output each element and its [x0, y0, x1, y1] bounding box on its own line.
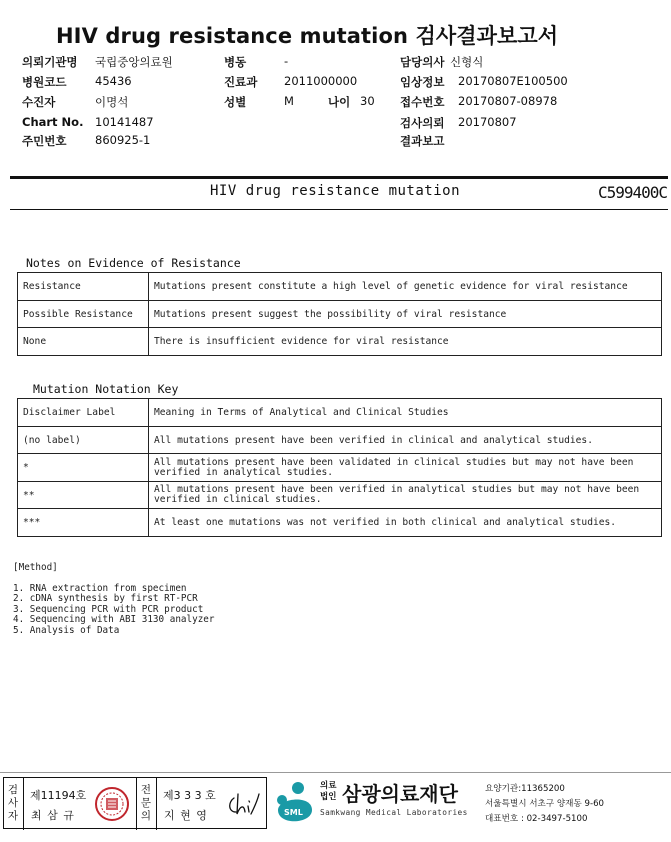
resident-no-label: 주민번호 — [22, 134, 67, 148]
table-row — [18, 509, 662, 537]
method-section — [13, 563, 215, 636]
notation-desc: Meaning in Terms of Analytical and Clinical Studies — [149, 399, 662, 427]
notes-desc: Mutations present constitute a high level of genetic evidence for viral resistance — [149, 273, 662, 301]
notation-label: ** — [18, 482, 149, 509]
clinical-info-value: 20170807E100500 — [458, 74, 568, 88]
sml-logo-text: SML — [284, 808, 303, 817]
hospital-code-value: 45436 — [95, 74, 132, 88]
receipt-no-value: 20170807-08978 — [458, 94, 558, 108]
org-name-en: Samkwang Medical Laboratories — [320, 808, 468, 817]
notation-table — [17, 398, 662, 537]
test-code: C599400C — [598, 183, 668, 202]
resident-no-value: 860925-1 — [95, 133, 151, 147]
sex-label: 성별 — [224, 95, 247, 109]
footer-rule — [0, 772, 671, 773]
notes-desc: There is insufficient evidence for viral resistance — [149, 328, 662, 356]
doctor-label: 담당의사 — [400, 55, 445, 69]
header-top-rule — [10, 176, 668, 179]
method-step: 1. RNA extraction from specimen — [13, 582, 187, 594]
table-row — [18, 301, 662, 328]
notation-label: * — [18, 454, 149, 482]
sex-value: M — [284, 94, 294, 108]
institution-value: 국립중앙의료원 — [95, 55, 173, 69]
specialist-signature-icon — [224, 788, 262, 820]
notes-label: None — [18, 328, 149, 356]
org-name: 삼광의료재단 — [342, 782, 458, 806]
ward-value: - — [284, 54, 289, 68]
institution-label: 의뢰기관명 — [22, 55, 78, 69]
specialist-label-char: 전 — [140, 784, 152, 796]
department-label: 진료과 — [224, 75, 258, 89]
notes-title: Notes on Evidence of Resistance — [26, 256, 241, 270]
specialist-label-char: 의 — [140, 810, 152, 822]
phone: 대표번호 : 02-3497-5100 — [485, 814, 588, 824]
notation-desc: At least one mutations was not verified in both clinical and analytical studies. — [149, 509, 662, 537]
examiner-label — [6, 784, 20, 823]
org-type — [320, 781, 336, 803]
table-row — [18, 427, 662, 454]
notation-desc: All mutations present have been verified in analytical studies but may not have been verified in clinical studies. — [149, 482, 662, 509]
chart-no-label: Chart No. — [22, 115, 84, 129]
organization-block — [272, 778, 668, 830]
method-step: 2. cDNA synthesis by first RT-PCR — [13, 593, 198, 604]
table-row — [18, 399, 662, 427]
notation-label: *** — [18, 509, 149, 537]
care-code: 요양기관:11365200 — [485, 784, 565, 794]
notation-label: Disclaimer Label — [18, 399, 149, 427]
examiner-label-char: 사 — [7, 797, 19, 809]
chart-no-value: 10141487 — [95, 115, 154, 129]
notation-title: Mutation Notation Key — [33, 382, 179, 396]
examiner-label-char: 자 — [7, 810, 19, 822]
signature-box — [3, 777, 267, 829]
result-report-label: 결과보고 — [400, 134, 445, 148]
method-step: 4. Sequencing with ABI 3130 analyzer — [13, 614, 215, 625]
test-request-value: 20170807 — [458, 115, 517, 129]
hospital-code-label: 병원코드 — [22, 75, 67, 89]
org-type-line: 의료 — [320, 781, 337, 791]
examiner-label-char: 검 — [7, 784, 19, 796]
divider — [23, 778, 24, 830]
examiner-seal-icon — [94, 786, 130, 822]
examiner-name: 최 삼 규 — [31, 809, 75, 822]
notes-table — [17, 272, 662, 356]
notes-label: Resistance — [18, 273, 149, 301]
notation-desc: All mutations present have been validated in clinical studies but may not have been verified in analytical studies. — [149, 454, 662, 482]
table-row — [18, 482, 662, 509]
method-step: 5. Analysis of Data — [13, 624, 120, 636]
age-label: 나이 — [328, 95, 351, 109]
table-row — [18, 328, 662, 356]
test-name: HIV drug resistance mutation — [210, 183, 461, 199]
report-title: HIV drug resistance mutation 검사결과보고서 — [56, 24, 559, 48]
specialist-label — [139, 784, 153, 823]
divider — [156, 778, 157, 830]
recipient-value: 이명석 — [95, 95, 129, 109]
divider — [136, 778, 137, 830]
specialist-label-char: 문 — [140, 797, 152, 809]
doctor-value: 신형식 — [450, 55, 484, 69]
notation-desc: All mutations present have been verified in clinical and analytical studies. — [149, 427, 662, 454]
table-row — [18, 273, 662, 301]
method-step: 3. Sequencing PCR with PCR product — [13, 603, 204, 615]
notes-desc: Mutations present suggest the possibility of viral resistance — [149, 301, 662, 328]
receipt-no-label: 접수번호 — [400, 95, 445, 109]
table-row — [18, 454, 662, 482]
department-value: 2011000000 — [284, 74, 358, 88]
recipient-label: 수진자 — [22, 95, 56, 109]
address: 서울특별시 서초구 양재동 9-60 — [485, 799, 605, 809]
specialist-name: 지 현 영 — [164, 809, 208, 822]
ward-label: 병동 — [224, 55, 247, 69]
clinical-info-label: 임상정보 — [400, 75, 445, 89]
sml-logo-icon — [272, 780, 318, 828]
notes-label: Possible Resistance — [18, 301, 149, 328]
notation-label: (no label) — [18, 427, 149, 454]
patient-info — [22, 54, 662, 154]
age-value: 30 — [360, 94, 375, 108]
header-bottom-rule — [10, 209, 668, 210]
method-title: [Method] — [13, 562, 58, 573]
test-request-label: 검사의뢰 — [400, 116, 445, 130]
specialist-license: 제3 3 3 호 — [163, 789, 216, 802]
org-type-line: 법인 — [320, 792, 337, 802]
examiner-license: 제11194호 — [30, 789, 87, 802]
